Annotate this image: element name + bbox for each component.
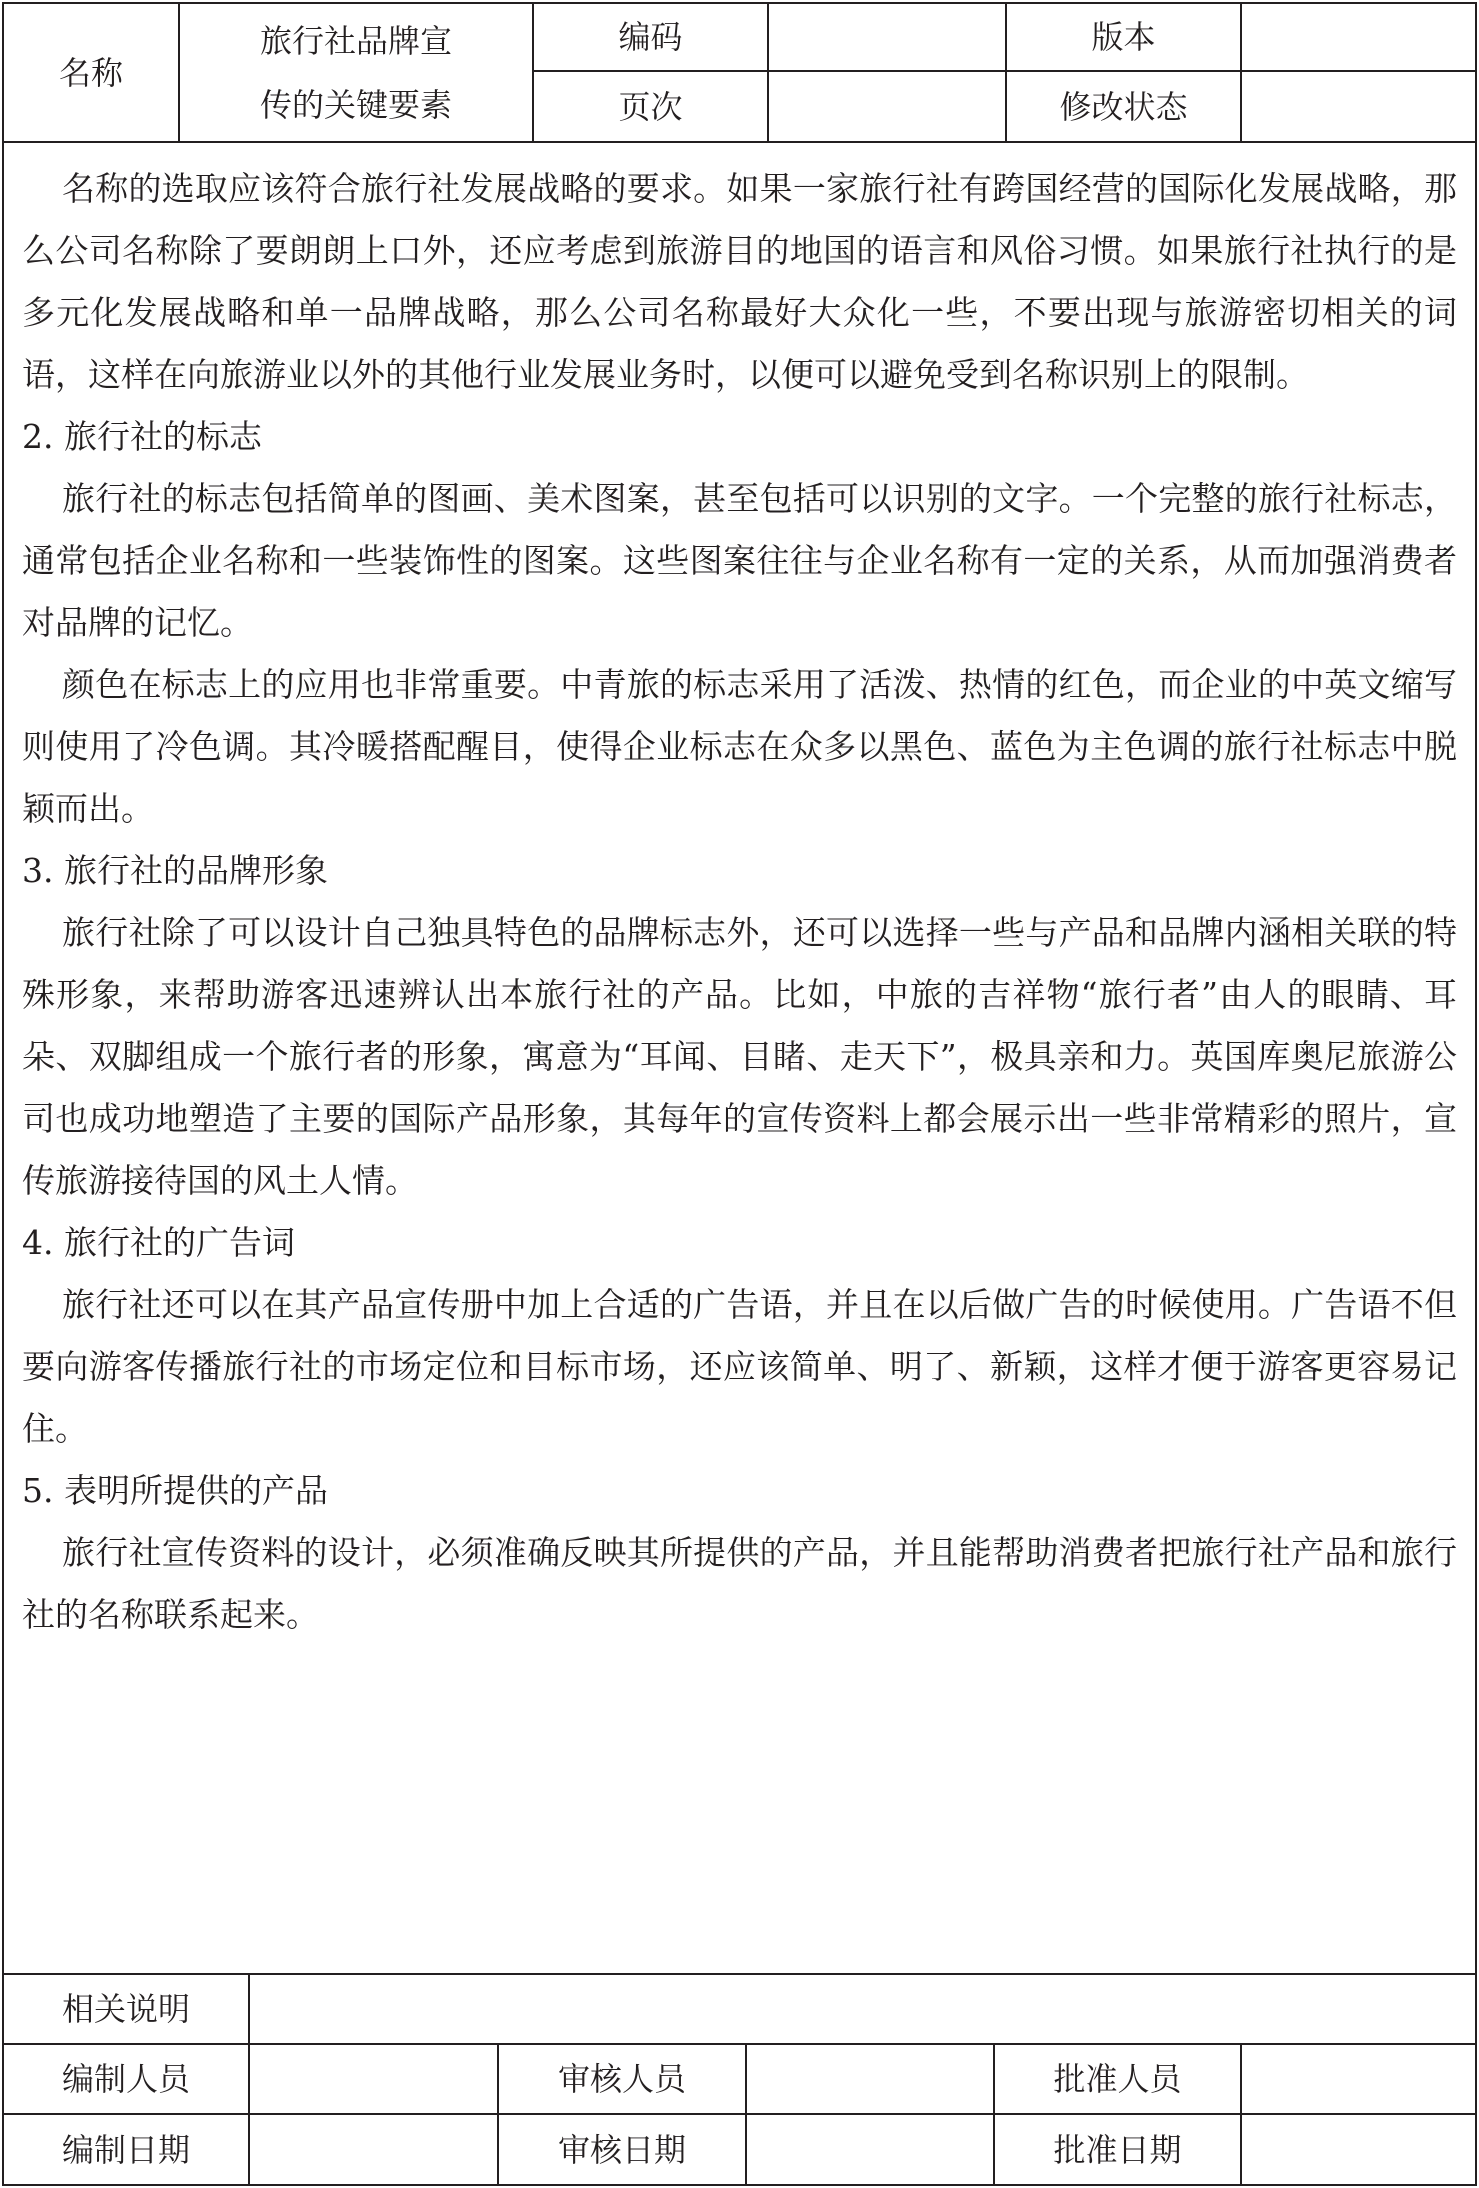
document-title-line-2: 传的关键要素 [259,85,452,124]
approver-value [1242,2045,1475,2113]
document-body [22,158,1457,1646]
paragraph-logo-color: 颜色在标志上的应用也非常重要。中青旅的标志采用了活泼、热情的红色，而企业的中英文缩写则使用了冷色调。其冷暖搭配醒目，使得企业标志在众多以黑色、蓝色为主色调的旅行社标志中脱颖而出。 [22,665,1457,828]
paragraph-brand-image: 旅行社除了可以设计自己独具特色的品牌标志外，还可以选择一些与产品和品牌内涵相关联的特殊形象，来帮助游客迅速辨认出本旅行社的产品。比如，中旅的吉祥物“旅行者”由人的眼睛、耳朵、双脚组成一个旅行者的形象，寓意为“耳闻、目睹、走天下”，极具亲和力。英国库奥尼旅游公司也成功地塑造了主要的国际产品形象，其每年的宣传资料上都会展示出一些非常精彩的照片，宣传旅游接待国的风土人情。 [22,913,1457,1200]
notes-label: 相关说明 [61,1990,190,2028]
document-title-line-1: 旅行社品牌宣 [259,21,452,60]
document-title [180,4,532,141]
edit-date-label: 编制日期 [61,2130,190,2169]
editor-label: 编制人员 [61,2060,190,2098]
code-label: 编码 [618,18,683,56]
section-heading-brand-image: 3. 旅行社的品牌形象 [22,851,328,890]
edit-date-value [250,2115,497,2184]
version-label: 版本 [1091,18,1156,56]
page-value [769,72,1005,141]
paragraph-products: 旅行社宣传资料的设计，必须准确反映其所提供的产品，并且能帮助消费者把旅行社产品和旅行社的名称联系起来。 [22,1533,1457,1634]
approve-date-label: 批准日期 [1053,2130,1182,2169]
revision-value [1242,72,1475,141]
paragraph-logo: 旅行社的标志包括简单的图画、美术图案，甚至包括可以识别的文字。一个完整的旅行社标志，通常包括企业名称和一些装饰性的图案。这些图案往往与企业名称有一定的关系，从而加强消费者对品牌的记忆。 [22,479,1457,642]
page-label: 页次 [618,87,683,126]
reviewer-label: 审核人员 [557,2060,686,2098]
approver-label: 批准人员 [1053,2060,1182,2098]
section-heading-logo: 2. 旅行社的标志 [22,417,262,456]
code-value [769,4,1005,70]
review-date-value [747,2115,993,2184]
review-date-label: 审核日期 [557,2130,686,2169]
editor-value [250,2045,497,2113]
reviewer-value [747,2045,993,2113]
paragraph-slogan: 旅行社还可以在其产品宣传册中加上合适的广告语，并且在以后做广告的时候使用。广告语不但要向游客传播旅行社的市场定位和目标市场，还应该简单、明了、新颖，这样才便于游客更容易记住。 [22,1285,1457,1448]
section-heading-products: 5. 表明所提供的产品 [22,1471,328,1510]
version-value [1242,4,1475,70]
name-label: 名称 [58,53,123,92]
notes-value [250,1975,1475,2043]
header-bottom-border [2,141,1477,143]
revision-label: 修改状态 [1059,87,1188,126]
approve-date-value [1242,2115,1475,2184]
section-heading-slogan: 4. 旅行社的广告词 [22,1223,295,1262]
paragraph-name-selection: 名称的选取应该符合旅行社发展战略的要求。如果一家旅行社有跨国经营的国际化发展战略，那么公司名称除了要朗朗上口外，还应考虑到旅游目的地国的语言和风俗习惯。如果旅行社执行的是多元化发展战略和单一品牌战略，那么公司名称最好大众化一些，不要出现与旅游密切相关的词语，这样在向旅游业以外的其他行业发展业务时，以便可以避免受到名称识别上的限制。 [22,169,1457,394]
